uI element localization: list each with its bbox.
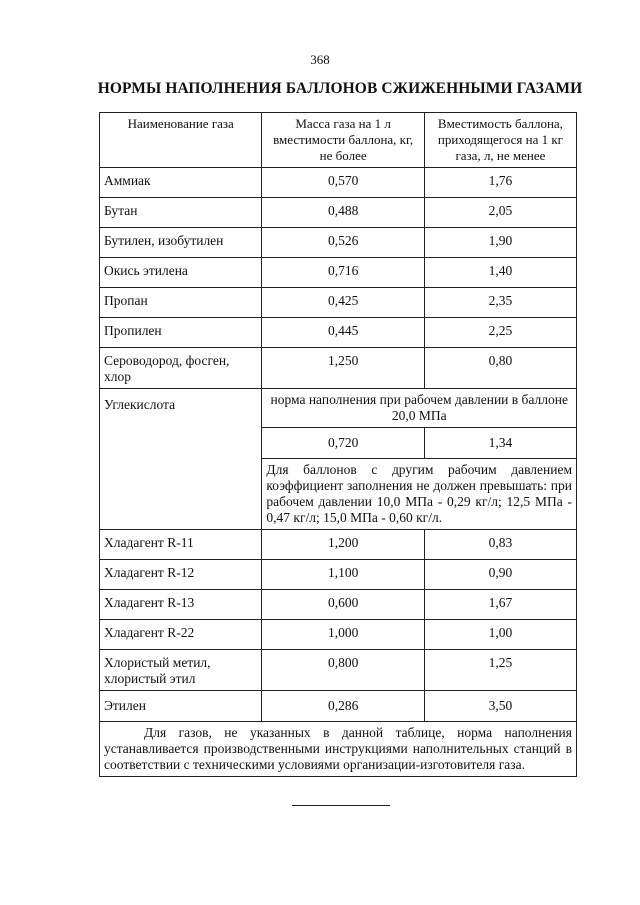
gas-name-cell: Этилен (100, 691, 262, 722)
gas-fill-norms-table (99, 112, 577, 777)
gas-name-cell: Хладагент R-13 (100, 590, 262, 620)
capacity-cell: 1,90 (424, 228, 576, 258)
table-row (100, 318, 577, 348)
capacity-cell: 0,80 (424, 348, 576, 389)
header-gas-mass: Масса газа на 1 л вместимости баллона, кг, не более (262, 113, 424, 168)
gas-mass-cell: 0,720 (262, 428, 424, 459)
document-title: НОРМЫ НАПОЛНЕНИЯ БАЛЛОНОВ СЖИЖЕННЫМИ ГАЗАМИ (97, 80, 583, 97)
header-cylinder-capacity: Вместимость баллона, приходящегося на 1 кг газа, л, не менее (424, 113, 576, 168)
gas-mass-cell: 0,488 (262, 198, 424, 228)
capacity-cell: 0,83 (424, 530, 576, 560)
gas-mass-cell: 0,800 (262, 650, 424, 691)
co2-pressure-header: норма наполнения при рабочем давлении в баллоне 20,0 МПа (262, 389, 577, 428)
gas-name-cell: Бутан (100, 198, 262, 228)
capacity-cell: 2,05 (424, 198, 576, 228)
page-number: 368 (310, 52, 330, 67)
gas-mass-cell: 0,445 (262, 318, 424, 348)
table-row (100, 620, 577, 650)
gas-mass-cell: 1,100 (262, 560, 424, 590)
capacity-cell: 1,40 (424, 258, 576, 288)
capacity-cell: 1,34 (424, 428, 576, 459)
gas-name-cell: Бутилен, изобутилен (100, 228, 262, 258)
table-row (100, 650, 577, 691)
table-row (100, 590, 577, 620)
header-gas-name: Наименование газа (100, 113, 262, 168)
capacity-cell: 0,90 (424, 560, 576, 590)
gas-mass-cell: 0,570 (262, 168, 424, 198)
gas-name-cell: Хлористый метил, хлористый этил (100, 650, 262, 691)
gas-mass-cell: 0,526 (262, 228, 424, 258)
table-row (100, 258, 577, 288)
end-divider-line (292, 805, 390, 806)
gas-name-cell: Пропилен (100, 318, 262, 348)
gas-name-cell: Аммиак (100, 168, 262, 198)
gas-mass-cell: 1,000 (262, 620, 424, 650)
capacity-cell: 1,67 (424, 590, 576, 620)
gas-name-cell: Хладагент R-12 (100, 560, 262, 590)
gas-mass-cell: 0,425 (262, 288, 424, 318)
footer-note-row (100, 722, 577, 777)
table-header-row (100, 113, 577, 168)
gas-mass-cell: 0,286 (262, 691, 424, 722)
gas-mass-cell: 1,250 (262, 348, 424, 389)
gas-name-cell: Хладагент R-22 (100, 620, 262, 650)
gas-name-cell: Углекислота (100, 389, 262, 530)
capacity-cell: 1,76 (424, 168, 576, 198)
footer-note: Для газов, не указанных в данной таблице, норма наполнения устанавливается производственными инструкциями наполнительных станций в соответствии с техническими условиями организации-изготовителя газа. (100, 722, 577, 777)
gas-mass-cell: 0,600 (262, 590, 424, 620)
co2-pressure-note: Для баллонов с другим рабочим давлением коэффициент заполнения не должен превышать: при рабочем давлении 10,0 МПа - 0,29 кг/л; 12,5 МПа - 0,47 кг/л; 15,0 МПа - 0,60 кг/л. (262, 459, 577, 530)
capacity-cell: 2,25 (424, 318, 576, 348)
co2-row (100, 389, 577, 428)
table-row (100, 691, 577, 722)
table-row (100, 198, 577, 228)
gas-name-cell: Окись этилена (100, 258, 262, 288)
table-row (100, 228, 577, 258)
table-row (100, 288, 577, 318)
table-row (100, 560, 577, 590)
capacity-cell: 3,50 (424, 691, 576, 722)
gas-name-cell: Сероводород, фосген, хлор (100, 348, 262, 389)
capacity-cell: 1,25 (424, 650, 576, 691)
gas-name-cell: Пропан (100, 288, 262, 318)
gas-mass-cell: 0,716 (262, 258, 424, 288)
capacity-cell: 2,35 (424, 288, 576, 318)
capacity-cell: 1,00 (424, 620, 576, 650)
table-row (100, 530, 577, 560)
table-row (100, 168, 577, 198)
gas-name-cell: Хладагент R-11 (100, 530, 262, 560)
gas-mass-cell: 1,200 (262, 530, 424, 560)
table-row (100, 348, 577, 389)
